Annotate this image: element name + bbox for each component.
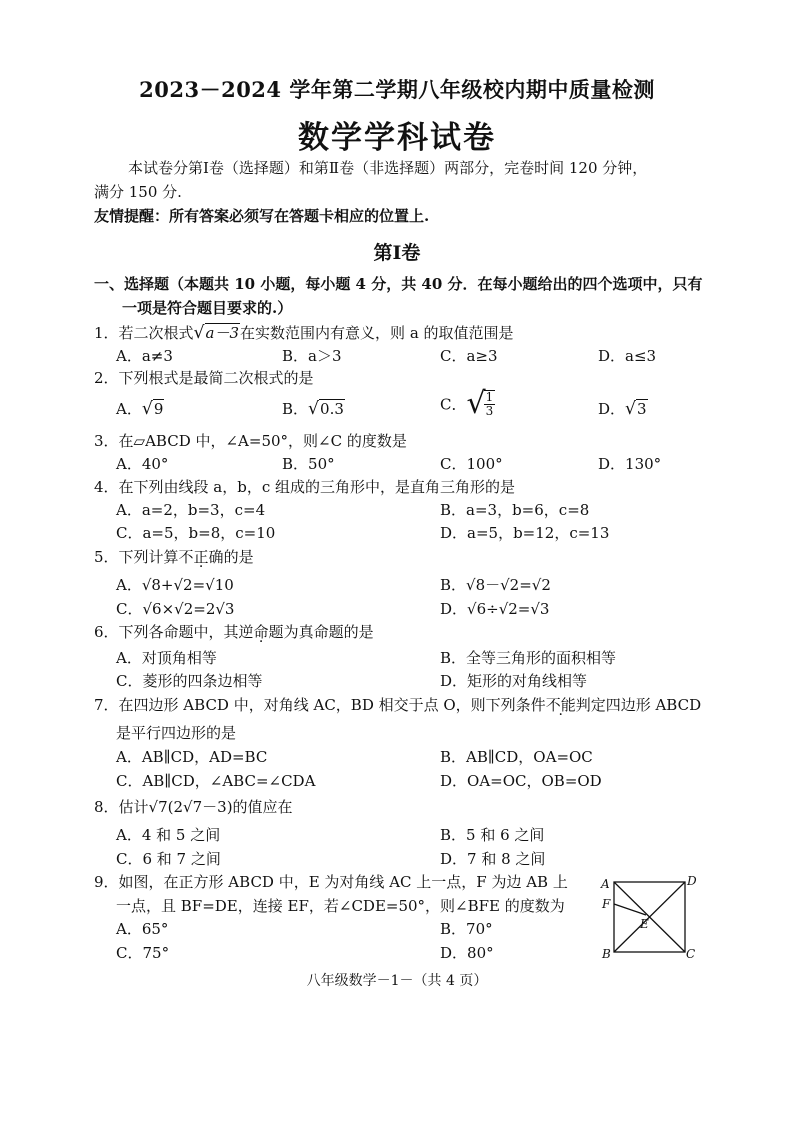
q6-option-d: D．矩形的对角线相等 — [440, 672, 588, 690]
q8-option-d: D．7 和 8 之间 — [440, 850, 546, 868]
q4-option-a: A．a=2，b=3，c=4 — [116, 501, 266, 519]
q7-option-a: A．AB∥CD，AD=BC — [116, 748, 268, 766]
exam-title: 2023－2024 学年第二学期八年级校内期中质量检测 — [139, 77, 655, 102]
q7-option-d: D．OA=OC，OB=OD — [440, 772, 602, 790]
q1-option-d: D．a≤3 — [598, 347, 657, 365]
q2-stem: 2．下列根式是最简二次根式的是 — [94, 369, 314, 387]
q8-option-c: C．6 和 7 之间 — [116, 850, 221, 868]
q2-c-denominator: 3 — [485, 404, 494, 418]
q8-option-b: B．5 和 6 之间 — [440, 826, 545, 844]
label-c: C — [686, 947, 696, 961]
q2-a-radicand: 9 — [153, 400, 164, 418]
volume-title: 第Ⅰ卷 — [373, 242, 421, 264]
q7-option-b: B．AB∥CD，OA=OC — [440, 748, 593, 766]
q5-option-a: A．√8+√2=√10 — [116, 576, 234, 594]
q1-option-a: A．a≠3 — [116, 347, 173, 365]
q1-stem-prefix: 1．若二次根式 — [94, 324, 194, 342]
label-a: A — [601, 877, 610, 891]
q5-stem: 5．下列计算不正确的是 — [94, 548, 254, 566]
q7-stem: 7．在四边形 ABCD 中，对角线 AC，BD 相交于点 O，则下列条件不能判定四边形 ABCD — [94, 696, 702, 714]
q7-emphasis: 不能 — [545, 696, 576, 714]
q8-expression: √7(2√7－3) — [148, 798, 233, 816]
q4-option-b: B．a=3，b=6，c=8 — [440, 501, 590, 519]
q5-option-b: B．√8－√2=√2 — [440, 576, 551, 594]
subject-title: 数学学科试卷 — [298, 120, 496, 156]
intro-line-1: 本试卷分第Ⅰ卷（选择题）和第Ⅱ卷（非选择题）两部分，完卷时间 120 分钟， — [128, 159, 648, 177]
q1-stem — [94, 322, 514, 343]
q5-emphasis: 不正确 — [178, 548, 224, 566]
q2-d-radicand: 3 — [637, 400, 647, 418]
section-heading-line-1: 一、选择题（本题共 10 小题，每小题 4 分，共 40 分．在每小题给出的四个选项中，只有 — [94, 275, 703, 293]
q8-stem: 8．估计√7(2√7－3)的值应在 — [94, 798, 293, 816]
q2-c-numerator: 1 — [485, 390, 494, 404]
label-d: D — [687, 874, 697, 888]
q9-option-a: A．65° — [116, 920, 169, 938]
q6-emphasis: 逆命题 — [238, 623, 284, 641]
q7-option-c: C．AB∥CD，∠ABC=∠CDA — [116, 772, 316, 790]
q3-option-a: A．40° — [116, 455, 169, 473]
q1-radical: √a－3 — [193, 323, 240, 343]
q6-option-b: B．全等三角形的面积相等 — [440, 649, 617, 667]
label-e: E — [640, 917, 649, 931]
q9-option-b: B．70° — [440, 920, 493, 938]
page-footer: 八年级数学－1－（共 4 页） — [306, 973, 488, 989]
q8-option-a: A．4 和 5 之间 — [116, 826, 221, 844]
q3-option-c: C．100° — [440, 455, 503, 473]
q7-stem-line-2: 是平行四边形的是 — [116, 724, 237, 742]
q9-stem-line-1: 9．如图，在正方形 ABCD 中，E 为对角线 AC 上一点，F 为边 AB 上 — [94, 873, 568, 891]
q2-option-b: B．√0.3 — [282, 399, 344, 419]
q9-option-d: D．80° — [440, 944, 494, 962]
q2-option-c: C．√ $\frac{1}{3}$ — [440, 386, 494, 421]
reminder: 友情提醒：所有答案必须写在答题卡相应的位置上. — [94, 207, 430, 225]
intro-line-2: 满分 150 分. — [94, 183, 182, 201]
q5-option-d: D．√6÷√2=√3 — [440, 600, 550, 618]
q4-option-c: C．a=5，b=8，c=10 — [116, 524, 276, 542]
q1-stem-suffix: 在实数范围内有意义，则 a 的取值范围是 — [240, 324, 514, 342]
q4-stem: 4．在下列由线段 a，b，c 组成的三角形中，是直角三角形的是 — [94, 478, 516, 496]
q2-option-d: D．√3 — [598, 399, 647, 419]
q5-option-c: C．√6×√2=2√3 — [116, 600, 235, 618]
label-b: B — [602, 947, 611, 961]
q4-option-d: D．a=5，b=12，c=13 — [440, 524, 610, 542]
q9-square-figure — [598, 872, 702, 962]
q6-option-c: C．菱形的四条边相等 — [116, 672, 263, 690]
q2-b-radicand: 0.3 — [320, 400, 344, 418]
q3-stem: 3．在▱ABCD 中，∠A=50°，则∠C 的度数是 — [94, 432, 407, 450]
q3-option-d: D．130° — [598, 455, 662, 473]
q6-option-a: A．对顶角相等 — [116, 649, 217, 667]
q2-option-a: A．√9 — [116, 399, 164, 419]
q6-stem: 6．下列各命题中，其逆命题为真命题的是 — [94, 623, 374, 641]
section-heading-line-2: 一项是符合题目要求的.） — [122, 299, 293, 317]
q3-option-b: B．50° — [282, 455, 335, 473]
q9-stem-line-2: 一点，且 BF=DE，连接 EF，若∠CDE=50°，则∠BFE 的度数为 — [116, 897, 565, 915]
q9-option-c: C．75° — [116, 944, 170, 962]
q1-option-c: C．a≥3 — [440, 347, 498, 365]
q1-radicand: a－3 — [205, 324, 240, 342]
q1-option-b: B．a＞3 — [282, 347, 342, 365]
label-f: F — [602, 897, 611, 911]
